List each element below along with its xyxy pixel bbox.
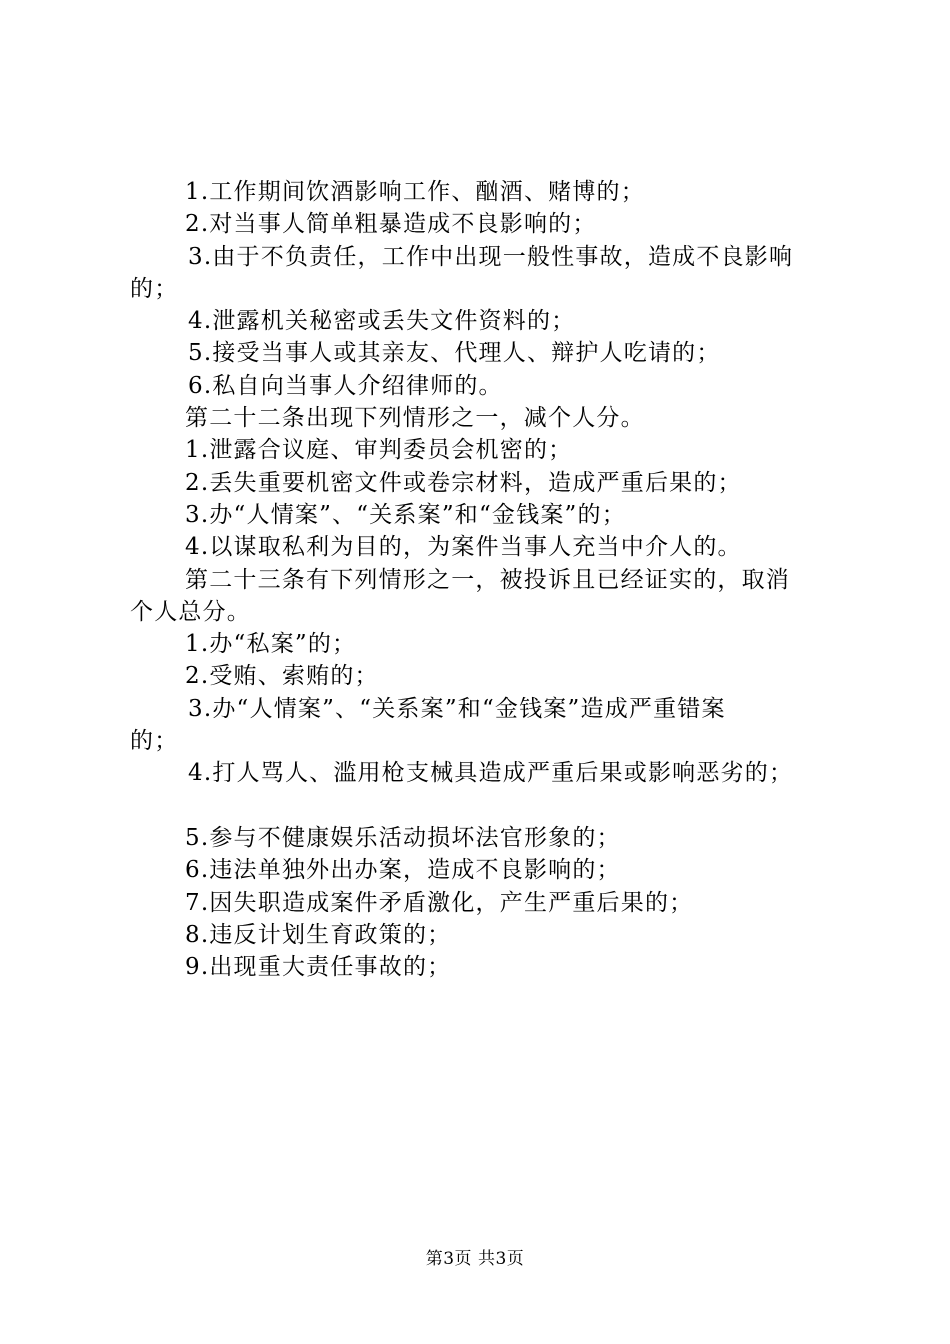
page-number: 第3页 共3页 — [425, 1249, 525, 1269]
article-heading-continuation: 个人总分。 — [130, 598, 251, 625]
list-item: 5.接受当事人或其亲友、代理人、辩护人吃请的； — [188, 340, 721, 367]
list-item-continuation: 的； — [130, 728, 179, 755]
page-footer — [0, 1244, 950, 1269]
list-item: 4.打人骂人、滥用枪支械具造成严重后果或影响恶劣的； — [188, 760, 794, 787]
list-item: 5.参与不健康娱乐活动损坏法官形象的； — [185, 824, 621, 851]
document-body — [130, 176, 830, 983]
list-item: 4.泄露机关秘密或丢失文件资料的； — [188, 308, 576, 335]
list-item: 8.违反计划生育政策的； — [185, 921, 452, 948]
list-item: 6.私自向当事人介绍律师的。 — [188, 372, 503, 399]
list-item: 3.办“人情案”、“关系案”和“金钱案”造成严重错案 — [188, 695, 726, 722]
list-item: 3.由于不负责任，工作中出现一般性事故，造成不良影响 — [188, 243, 794, 270]
list-item: 4.以谋取私利为目的，为案件当事人充当中介人的。 — [185, 534, 742, 561]
blank-line — [130, 790, 830, 822]
list-item: 7.因失职造成案件矛盾激化，产生严重后果的； — [185, 889, 694, 916]
article-heading: 第二十二条出现下列情形之一，减个人分。 — [185, 405, 645, 432]
list-item: 3.办“人情案”、“关系案”和“金钱案”的； — [185, 501, 626, 528]
list-item: 9.出现重大责任事故的； — [185, 954, 452, 981]
list-item: 6.违法单独外出办案，造成不良影响的； — [185, 857, 621, 884]
article-heading: 第二十三条有下列情形之一，被投诉且已经证实的，取消 — [185, 566, 790, 593]
list-item: 1.泄露合议庭、审判委员会机密的； — [185, 437, 573, 464]
list-item: 2.受贿、索贿的； — [185, 663, 379, 690]
list-item: 2.对当事人简单粗暴造成不良影响的； — [185, 211, 597, 238]
list-item: 1.办“私案”的； — [185, 631, 357, 658]
list-item: 1.工作期间饮酒影响工作、酗酒、赌博的； — [185, 179, 645, 205]
list-item: 2.丢失重要机密文件或卷宗材料，造成严重后果的； — [185, 469, 742, 496]
list-item-continuation: 的； — [130, 275, 179, 302]
